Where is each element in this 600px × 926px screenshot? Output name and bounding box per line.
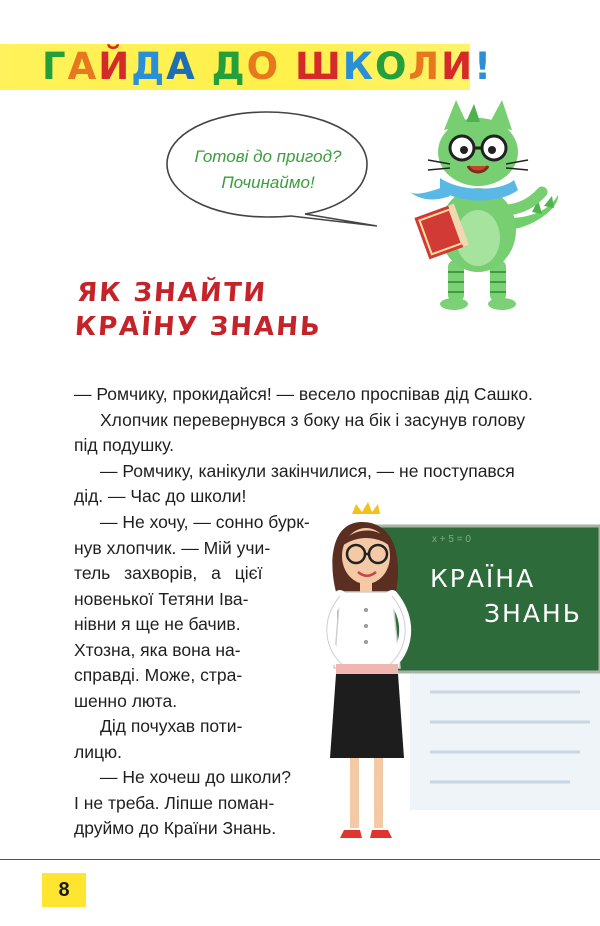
paragraph-4-line-4: новенької Тетяни Іва- xyxy=(74,588,249,609)
paragraph-4-line-8: шенно люта. xyxy=(74,690,178,711)
paragraph-6-line-1: — Не хочеш до школи? xyxy=(100,767,292,787)
chalkboard-line-1: КРАЇНА xyxy=(430,564,536,593)
paragraph-5-line-2: лицю. xyxy=(74,741,122,762)
paragraph-4-line-1: — Не хочу, — сонно бурк- xyxy=(100,512,310,532)
svg-text:x + 5 = 0: x + 5 = 0 xyxy=(432,534,471,545)
chapter-title-letter: Ш xyxy=(294,45,343,88)
chalkboard-line-2: ЗНАНЬ xyxy=(484,599,582,628)
paragraph-1: — Ромчику, прокидайся! — весело проспівав дід Сашко. xyxy=(74,384,533,404)
chapter-title xyxy=(42,44,493,90)
chapter-title-letter: Д xyxy=(131,45,167,88)
section-title-line-1: ЯК ЗНАЙТИ xyxy=(76,278,269,308)
chapter-title-letter: Д xyxy=(211,45,247,88)
speech-bubble-text xyxy=(168,144,368,196)
chapter-title-letter: К xyxy=(342,45,375,88)
chapter-title-letter: ! xyxy=(474,45,493,88)
paragraph-4-line-3: тель захворів, а цієї xyxy=(74,563,263,583)
paragraph-2-line-2: під подушку. xyxy=(74,435,174,455)
paragraph-4-line-2: нув хлопчик. — Мій учи- xyxy=(74,537,271,558)
page-number: 8 xyxy=(42,873,86,907)
chapter-title-letter: Г xyxy=(42,45,68,88)
chapter-title-letter: И xyxy=(441,45,475,88)
chapter-title-letter: О xyxy=(246,45,281,88)
chapter-title-letter: Л xyxy=(408,45,442,88)
teacher-chalkboard-illustration xyxy=(300,500,600,850)
green-cat-mascot xyxy=(410,100,570,315)
paragraph-6-line-2: І не треба. Ліпше поман- xyxy=(74,792,275,813)
chapter-title-letter xyxy=(197,44,212,90)
paragraph-3-line-2: дід. — Час до школи! xyxy=(74,486,247,506)
speech-line-2: Починаймо! xyxy=(221,173,315,192)
story-text xyxy=(74,382,598,510)
speech-line-1: Готові до пригод? xyxy=(194,147,342,166)
section-title xyxy=(74,276,339,344)
paragraph-5-line-1: Дід почухав поти- xyxy=(100,716,243,736)
chapter-title-letter: А xyxy=(67,45,99,88)
chapter-title-letter xyxy=(280,44,295,90)
section-title-line-2: КРАЇНУ ЗНАНЬ xyxy=(73,312,323,342)
paragraph-6-line-3: друймо до Країни Знань. xyxy=(74,818,277,838)
story-text-column xyxy=(74,510,310,842)
chapter-title-letter: Й xyxy=(98,45,132,88)
footer-divider xyxy=(0,859,600,860)
teacher xyxy=(327,502,405,838)
paragraph-4-line-6: Хтозна, яка вона на- xyxy=(74,639,241,660)
chapter-title-letter: А xyxy=(166,45,197,88)
paragraph-3-line-1: — Ромчику, канікули закінчилися, — не поступався xyxy=(100,460,515,481)
chapter-title-letter: О xyxy=(374,45,409,88)
background-paper xyxy=(410,660,600,810)
paragraph-2-line-1: Хлопчик перевернувся з боку на бік і засунув голову xyxy=(100,409,526,430)
paragraph-4-line-5: нівни я ще не бачив. xyxy=(74,614,241,634)
paragraph-4-line-7: справді. Може, стра- xyxy=(74,665,243,685)
